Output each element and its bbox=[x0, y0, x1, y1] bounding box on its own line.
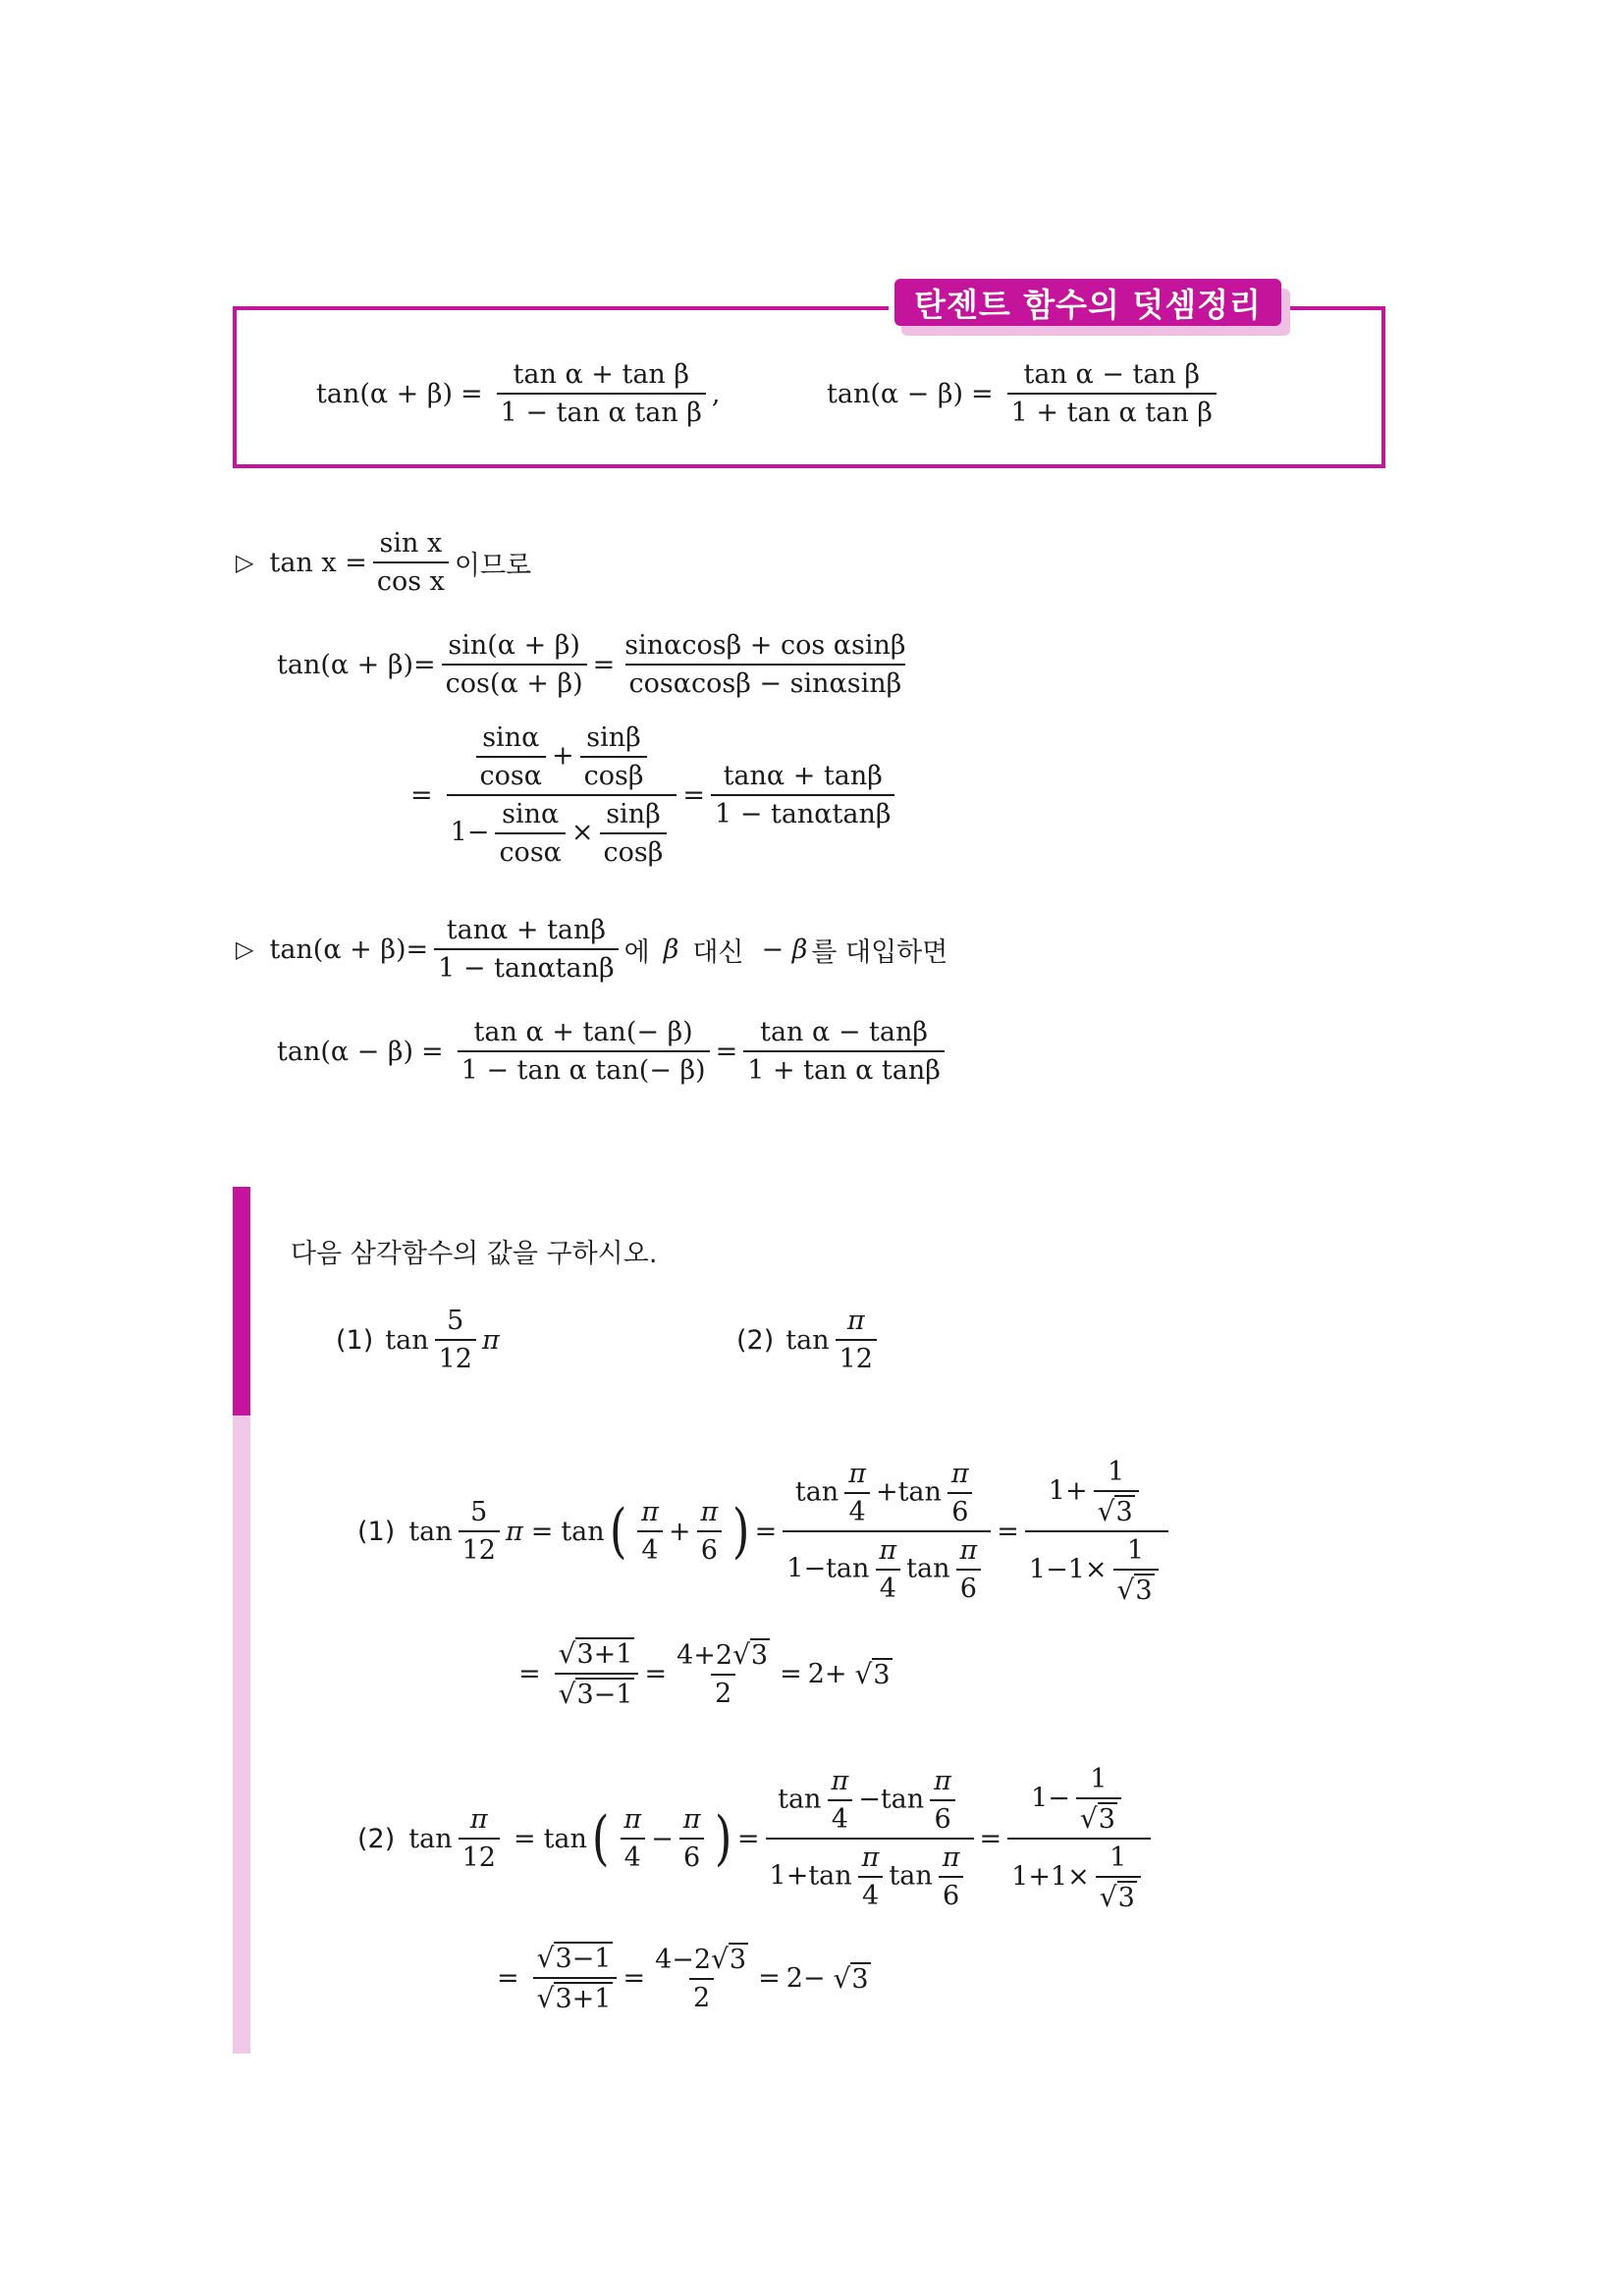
fraction-numerator: 1 bbox=[1090, 1764, 1108, 1794]
fraction bbox=[947, 1459, 973, 1527]
fraction-numerator: sin(α + β) bbox=[448, 630, 580, 661]
fraction-numerator: tanα + tanβ bbox=[446, 915, 607, 945]
fraction-denominator: 6 bbox=[697, 1530, 722, 1566]
fraction-denominator: 4 bbox=[876, 1569, 900, 1604]
fraction-numerator: π bbox=[861, 1842, 880, 1873]
function-name: tan bbox=[778, 1784, 822, 1815]
problem-item-1 bbox=[336, 1306, 500, 1374]
fraction-numerator: 5 bbox=[447, 1306, 464, 1336]
radicand: 3 bbox=[1135, 1575, 1153, 1606]
fraction-numerator: π bbox=[848, 1459, 866, 1489]
solution-2-line-2 bbox=[489, 1942, 871, 2014]
fraction-numerator bbox=[673, 1638, 774, 1674]
fraction-denominator bbox=[1113, 1569, 1159, 1606]
compound-fraction bbox=[766, 1766, 974, 1911]
triangle-marker-icon: ▷ bbox=[236, 935, 254, 963]
box-title: 탄젠트 함수의 덧셈정리 bbox=[894, 279, 1281, 326]
fraction-denominator: 6 bbox=[947, 1492, 972, 1527]
compound-fraction bbox=[447, 722, 677, 868]
equals-sign: = bbox=[754, 1516, 778, 1547]
triangle-marker-icon: ▷ bbox=[236, 549, 254, 576]
fraction bbox=[459, 1804, 500, 1873]
fraction-numerator: π bbox=[623, 1804, 642, 1835]
radicand-expression: 3−1 bbox=[576, 1680, 633, 1710]
fraction bbox=[696, 1497, 722, 1566]
derivation-line-3 bbox=[277, 1017, 950, 1086]
equals-sign: = bbox=[758, 1962, 781, 1994]
fraction-denominator: 12 bbox=[435, 1339, 476, 1374]
equals-sign: = bbox=[682, 779, 705, 811]
compound-denominator bbox=[766, 1838, 974, 1911]
equals-sign: = bbox=[979, 1823, 1002, 1854]
fraction-denominator: 2 bbox=[711, 1674, 735, 1709]
radicand-expression: 3+1 bbox=[555, 1984, 612, 2014]
function-name: tan bbox=[408, 1823, 453, 1854]
fraction-numerator: tan α − tan β bbox=[1023, 359, 1201, 390]
fraction-denominator: cos(α + β) bbox=[442, 664, 587, 699]
compound-fraction bbox=[783, 1459, 991, 1604]
fraction-numerator: tanα + tanβ bbox=[723, 761, 883, 791]
item-label: (2) bbox=[357, 1823, 396, 1854]
fraction-numerator: tan α + tan(− β) bbox=[473, 1017, 693, 1047]
result-prefix: 2+ bbox=[807, 1658, 847, 1689]
fraction-numerator: π bbox=[682, 1804, 701, 1835]
fraction-denominator: cosα bbox=[476, 756, 546, 791]
fraction-numerator bbox=[533, 1942, 618, 1977]
fraction bbox=[939, 1842, 964, 1911]
radicand: 3 bbox=[1098, 1804, 1115, 1835]
fraction bbox=[858, 1842, 884, 1911]
fraction bbox=[600, 799, 668, 868]
one-minus: 1− bbox=[450, 817, 490, 848]
pi-symbol: π bbox=[481, 1324, 500, 1356]
fraction bbox=[956, 1535, 982, 1604]
explain-word: 대신 bbox=[692, 936, 744, 968]
fraction-numerator: π bbox=[942, 1842, 960, 1873]
function-name: tan bbox=[408, 1516, 453, 1547]
fraction-denominator bbox=[1076, 1797, 1121, 1835]
fraction bbox=[555, 1637, 639, 1710]
equals-sign: = bbox=[460, 378, 483, 409]
explain-word: 에 bbox=[623, 936, 650, 968]
fraction-denominator: 4 bbox=[858, 1876, 883, 1911]
fraction-numerator: 1 bbox=[1108, 1457, 1125, 1487]
fraction-numerator: π bbox=[831, 1766, 849, 1796]
fraction-denominator bbox=[555, 1673, 639, 1710]
derivation-line-2 bbox=[403, 722, 900, 868]
beta-symbol: β bbox=[663, 934, 679, 965]
formula-tan-diff bbox=[827, 359, 1222, 428]
fraction-numerator: π bbox=[641, 1497, 659, 1527]
formula-lhs: tan(α + β) bbox=[316, 378, 454, 409]
solution-2-line-1 bbox=[357, 1764, 1157, 1913]
fraction-denominator: 12 bbox=[459, 1530, 500, 1566]
fraction bbox=[1094, 1457, 1139, 1527]
compound-denominator bbox=[447, 794, 677, 868]
fraction bbox=[533, 1942, 618, 2014]
fraction-numerator: sinαcosβ + cos αsinβ bbox=[624, 630, 906, 661]
fraction bbox=[1076, 1764, 1121, 1835]
right-paren: ) bbox=[732, 1497, 750, 1566]
fraction bbox=[637, 1497, 663, 1566]
right-paren: ) bbox=[715, 1804, 732, 1873]
equals-sign: = bbox=[530, 1516, 554, 1547]
result-fraction bbox=[711, 761, 894, 829]
explain-word: 를 대입하면 bbox=[811, 936, 948, 968]
fraction-denominator: 4 bbox=[621, 1838, 645, 1873]
compound-denominator bbox=[783, 1530, 991, 1604]
one-plus: 1+ bbox=[1048, 1475, 1088, 1507]
function-name: tan bbox=[794, 1476, 839, 1508]
fraction-denominator: cosα bbox=[495, 832, 565, 868]
fraction bbox=[679, 1804, 705, 1873]
radical-icon: √ bbox=[1097, 1495, 1115, 1527]
fraction-denominator: 4 bbox=[637, 1530, 662, 1566]
fraction-numerator: 5 bbox=[470, 1497, 488, 1527]
minus-sign: − bbox=[651, 1823, 674, 1854]
fraction bbox=[1096, 1842, 1141, 1913]
equals-sign: = bbox=[497, 1962, 519, 1994]
coefficient: 4+2 bbox=[677, 1640, 733, 1671]
equals-sign: = bbox=[592, 649, 616, 680]
item-label: (2) bbox=[736, 1324, 775, 1356]
problem-bar bbox=[233, 1187, 250, 1415]
square-root bbox=[1080, 1802, 1117, 1835]
radicand: 3 bbox=[873, 1659, 891, 1690]
left-paren: ( bbox=[609, 1497, 627, 1566]
square-root bbox=[855, 1658, 893, 1690]
function-name: tan bbox=[889, 1860, 933, 1892]
compound-fraction bbox=[1007, 1764, 1151, 1913]
fraction-denominator: 6 bbox=[930, 1799, 954, 1835]
formula-fraction bbox=[497, 359, 706, 428]
fraction-denominator: 1 − tanαtanβ bbox=[434, 948, 618, 984]
equals-sign: = bbox=[623, 1962, 646, 1994]
radical-icon: √ bbox=[558, 1678, 576, 1710]
fraction-denominator: cosαcosβ − sinαsinβ bbox=[625, 664, 906, 699]
fraction-numerator: sinα bbox=[482, 722, 540, 753]
square-root bbox=[834, 1962, 871, 1995]
equals-sign: = bbox=[997, 1516, 1019, 1547]
compound-denominator bbox=[1025, 1530, 1168, 1606]
fraction bbox=[930, 1766, 955, 1835]
solution-1-line-1 bbox=[357, 1457, 1174, 1606]
item-label: (1) bbox=[357, 1516, 396, 1547]
left-paren: ( bbox=[591, 1804, 610, 1873]
fraction bbox=[651, 1943, 752, 2013]
fraction bbox=[476, 722, 546, 791]
fraction-numerator: sinβ bbox=[606, 799, 661, 829]
plus-sign: + bbox=[785, 1860, 809, 1892]
explain-substitution bbox=[236, 915, 947, 984]
fraction-denominator: 4 bbox=[828, 1799, 852, 1835]
fraction-denominator: cosβ bbox=[580, 756, 648, 791]
equals-sign: = bbox=[518, 1658, 541, 1689]
function-name: tan bbox=[808, 1860, 852, 1892]
fraction-denominator: 4 bbox=[844, 1492, 869, 1527]
radical-icon: √ bbox=[536, 1942, 555, 1974]
minus-sign: − bbox=[858, 1784, 881, 1815]
fraction-numerator: π bbox=[700, 1497, 719, 1527]
equals-sign: = bbox=[421, 1036, 444, 1067]
square-root bbox=[732, 1638, 770, 1671]
fraction-denominator: 1 − tanαtanβ bbox=[711, 794, 894, 829]
radicand: 3 bbox=[729, 1945, 747, 1975]
derivation-lhs: tan(α − β) bbox=[277, 1036, 414, 1067]
result-prefix: 2− bbox=[785, 1962, 826, 1994]
one-plus-one-times: 1+1× bbox=[1011, 1861, 1090, 1893]
solution-1-line-2 bbox=[511, 1637, 893, 1710]
fraction-denominator bbox=[1096, 1876, 1141, 1913]
fraction bbox=[844, 1459, 870, 1527]
fraction bbox=[743, 1017, 945, 1086]
sin-over-cos bbox=[373, 528, 449, 597]
square-root bbox=[559, 1678, 635, 1710]
fraction-numerator bbox=[555, 1637, 639, 1673]
problem-prompt: 다음 삼각함수의 값을 구하시오. bbox=[291, 1239, 658, 1269]
radical-icon: √ bbox=[833, 1961, 851, 1995]
fraction-numerator: π bbox=[846, 1306, 865, 1336]
fraction bbox=[827, 1766, 852, 1835]
formula-lhs: tan(α − β) bbox=[827, 378, 964, 409]
fraction-numerator: tan α − tanβ bbox=[760, 1017, 928, 1047]
fraction bbox=[673, 1638, 774, 1709]
one: 1 bbox=[786, 1553, 804, 1584]
fraction-denominator: 2 bbox=[689, 1978, 714, 2013]
radical-icon: √ bbox=[558, 1637, 576, 1670]
fraction-numerator: sinα bbox=[502, 799, 560, 829]
radicand: 3 bbox=[750, 1640, 769, 1671]
fraction bbox=[621, 630, 909, 699]
fraction bbox=[442, 630, 587, 699]
fraction-denominator: 1 − tan α tan β bbox=[497, 393, 706, 428]
radicand: 3 bbox=[851, 1963, 869, 1995]
fraction-denominator bbox=[1094, 1490, 1139, 1527]
plus-sign: + bbox=[552, 740, 574, 772]
explain-tan-definition bbox=[236, 528, 531, 597]
compound-numerator bbox=[466, 722, 658, 794]
explain-suffix: 이므로 bbox=[454, 550, 532, 581]
fraction-numerator: π bbox=[469, 1804, 488, 1835]
fraction bbox=[458, 1017, 710, 1086]
function-name: tan bbox=[561, 1516, 605, 1547]
radicand-expression: 3+1 bbox=[576, 1639, 633, 1670]
fraction bbox=[580, 722, 648, 791]
fraction-numerator: tan α + tan β bbox=[513, 359, 690, 390]
fraction-numerator: sinβ bbox=[586, 722, 641, 753]
formula-fraction bbox=[1007, 359, 1217, 428]
square-root bbox=[1117, 1574, 1155, 1606]
equals-sign: = bbox=[715, 1036, 738, 1067]
equals-sign: = bbox=[513, 1823, 536, 1854]
radical-icon: √ bbox=[732, 1638, 750, 1671]
fraction-numerator: 1 bbox=[1110, 1842, 1127, 1873]
equals-sign: = bbox=[410, 779, 433, 811]
minus-sign: − bbox=[803, 1553, 827, 1584]
item-label: (1) bbox=[336, 1324, 374, 1356]
fraction-numerator: π bbox=[934, 1766, 951, 1796]
fraction-denominator: 6 bbox=[956, 1569, 981, 1604]
fraction-denominator: 12 bbox=[459, 1838, 500, 1873]
explain-lhs: tan x = bbox=[269, 547, 367, 578]
problem-item-2 bbox=[736, 1306, 883, 1374]
fraction-denominator bbox=[533, 1977, 618, 2014]
radical-icon: √ bbox=[1099, 1881, 1117, 1913]
function-name: tan bbox=[880, 1784, 925, 1815]
times-sign: × bbox=[570, 817, 594, 848]
function-name: tan bbox=[897, 1476, 942, 1508]
fraction bbox=[1113, 1535, 1159, 1606]
equals-sign: = bbox=[736, 1823, 760, 1854]
fraction-numerator: π bbox=[950, 1459, 969, 1489]
fraction-denominator: cosβ bbox=[600, 832, 668, 868]
radical-icon: √ bbox=[1116, 1574, 1135, 1606]
solution-bar bbox=[233, 1415, 250, 2054]
fraction-denominator: 12 bbox=[836, 1339, 877, 1374]
compound-numerator bbox=[774, 1766, 965, 1838]
square-root bbox=[559, 1637, 635, 1670]
plus-sign: + bbox=[668, 1516, 691, 1547]
function-name: tan bbox=[826, 1553, 870, 1584]
equals-sign: = bbox=[644, 1658, 668, 1689]
derivation-lhs: tan(α + β)= bbox=[277, 649, 436, 680]
derivation-line-1 bbox=[277, 630, 916, 699]
function-name: tan bbox=[785, 1324, 830, 1356]
fraction-denominator: 6 bbox=[679, 1838, 704, 1873]
square-root bbox=[1098, 1495, 1135, 1527]
fraction bbox=[836, 1306, 877, 1374]
fraction bbox=[435, 1306, 476, 1374]
fraction-numerator: sin x bbox=[379, 528, 443, 559]
radical-icon: √ bbox=[711, 1943, 729, 1975]
pi-symbol: π bbox=[505, 1516, 523, 1547]
compound-denominator bbox=[1007, 1838, 1151, 1913]
fraction-denominator: 6 bbox=[939, 1876, 963, 1911]
radical-icon: √ bbox=[854, 1657, 873, 1690]
fraction bbox=[620, 1804, 645, 1873]
fraction bbox=[875, 1535, 900, 1604]
compound-numerator bbox=[791, 1459, 983, 1530]
function-name: tan bbox=[906, 1553, 950, 1584]
negative-beta: − β bbox=[761, 934, 808, 965]
square-root bbox=[1100, 1881, 1137, 1913]
radical-icon: √ bbox=[536, 1982, 555, 2014]
explain-lhs: tan(α + β)= bbox=[269, 934, 429, 965]
plus-sign: + bbox=[875, 1476, 898, 1508]
fraction-numerator: π bbox=[959, 1535, 978, 1566]
radicand: 3 bbox=[1117, 1883, 1135, 1913]
square-root bbox=[711, 1943, 748, 1975]
fraction bbox=[495, 799, 565, 868]
fraction bbox=[459, 1497, 500, 1566]
fraction-denominator: 1 + tan α tanβ bbox=[743, 1050, 945, 1086]
compound-numerator bbox=[1045, 1457, 1149, 1530]
compound-numerator bbox=[1027, 1764, 1131, 1838]
fraction bbox=[434, 915, 618, 984]
fraction-denominator: 1 − tan α tan(− β) bbox=[458, 1050, 710, 1086]
formula-tan-sum bbox=[316, 359, 721, 428]
one-minus: 1− bbox=[1031, 1783, 1070, 1814]
comma: , bbox=[711, 378, 721, 409]
fraction-numerator: 1 bbox=[1126, 1535, 1145, 1566]
function-name: tan bbox=[385, 1324, 429, 1356]
square-root bbox=[537, 1982, 614, 2014]
compound-fraction bbox=[1025, 1457, 1168, 1606]
fraction-numerator bbox=[651, 1943, 752, 1978]
one: 1 bbox=[769, 1860, 786, 1892]
equals-sign: = bbox=[971, 378, 994, 409]
one-minus-one-times: 1−1× bbox=[1028, 1554, 1108, 1585]
function-name: tan bbox=[543, 1823, 587, 1854]
fraction-denominator: 1 + tan α tan β bbox=[1007, 393, 1217, 428]
fraction-denominator: cos x bbox=[373, 561, 449, 597]
equals-sign: = bbox=[780, 1658, 802, 1689]
fraction-numerator: π bbox=[879, 1535, 897, 1566]
radicand: 3 bbox=[1115, 1497, 1133, 1527]
coefficient: 4−2 bbox=[655, 1945, 712, 1975]
radical-icon: √ bbox=[1079, 1802, 1098, 1835]
radicand-expression: 3−1 bbox=[555, 1944, 612, 1974]
square-root bbox=[537, 1942, 614, 1974]
